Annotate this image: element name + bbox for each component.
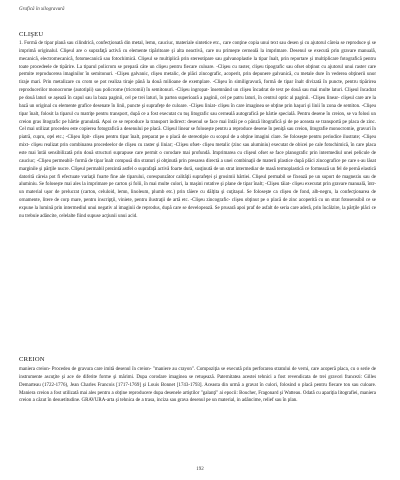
entry-heading-creion: CREION xyxy=(19,356,45,363)
entry-text-clisau: 1. Formă de tipar plană sau cilindrică, confecţionată din metal, lemn, cauciuc, materiale sintetice etc., care conţine copia unui text sau desen şi cu ajutorul căreia se reproduce şi se imprimă originalul. Clişeul are o suprafaţă activă cu elemente tipăritoare şi alta neactivă, care nu primeşte cerneală la imprimare. Desenul se execută prin gravare manuală, mecanică, electromecanică, fotomecanică sau fotochimică. Clişeul se multiplică prin stereotipare sau galvanoplastie la tipar înalt, prin reportare şi multiplicare fotografică pentru toate procedeele de tipărire. La tiparul policrom se prepară câte un clişeu pentru fiecare culoare. -Clişeu cu raster, clişeu tipografic sau ofset obţinut cu ajutorul unui raster care permite reproducerea imaginilor în semitonuri. -Clişeu galvanic, clişeu metalic, de plăci zincografic, acoperit, prin depunere galvanică, cu metale dure în vederea obţinerii unor tiraje mari. Prin metalizare cu crom se pot realiza tiraje până la două milioane de exemplare. -Clişeu în similigravură, formă de tipar înalt divizată în puncte, pentru tipărirea reproducerilor monocrome (autotipii) sau policrome (tricromii) în semitonuri. -Clişeu ingropat- însemnând un clişeu încadrat de text pe două sau mai multe laturi. Clişeul încadrat pe două laturi se aşează în capul sau la baza paginii, cel pe trei laturi, în partea superioară a paginii, cel pe patru laturi, în centrul optic al paginii. -Clişeu linear- clişeul care are la bază un original cu elemente grafice desenate în linii, puncte şi suprafeţe de culoare. -Clişeu liniat- clişeu în care imaginea se obţine prin haşuri şi linii în zona de semiton. -Clişeu tipar înalt, folosit la tiparul cu matriţe pentru transport, după ce a fost executat cu tuş litografic sau cerneală autografică pe hârtie specială. Pentru desene în creion, se va folosi un creion gras litografic pe hârtie granulată. Apoi ce se reproduce la transport indirect: desenul se face mai întâi pe o pânză litografică şi de pe aceasta se transportă pe placa de zinc. Cel mai utilizat procedeu este copierea fotografică a desenului pe placă. Clişeul linear se foloseşte pentru a reproduce desene în peniţă sau creion, litografie monocromie, gravuri în piatră, cupru, oţel etc.; -Clişeu lipit- clişeu pentru tipar înalt, preparat pe o placă de stereotipie cu scopul de a obţine imagini clare. Se foloseşte pentru periodice ilustrate; -Clişeu mixt- clişeu realizat prin combinarea procedeelor de clişeu cu raster şi liniar; -Clişeu ofset- clişeu metalic (zinc sau aluminiu) executat de obicei pe cale fotochimică, în care placa este mai întâi sensibilizată prin două structuri suprapuse care permit o corodare mai profundă. Imprimarea cu clişeul ofset se face planografic prin intermediul unei pelicule de cauciuc; -Clişeu permeabil- formă de tipar înalt compusă din straturi şi obţinută prin presarea directă a unei combinaţii de materii plastice după plăci zincografice pe care s-au lăsat marginile şi părţile nucre. Clişeul permabil prezintă astfel o suprafaţă activă foarte dură, susţinută de un strat intermediar de masă termoplastică ce formează un fel de pernă elastică datorită căreia pot fi efectuate variaţii foarte fine ale tiparului, corespunzător calităţii suprafeţei şi grosimii hârtiei. Clişeul permabil se fixează pe un suport de magneziu sau de aluminiu. Se foloseşte mai ales la imprimare pe carton şi folii, în mai multe culori, la maşini rotative şi plane de tipar înalt; -Clişeu tăiat- clişeu executat prin gravare manuală, într-un material uşor de prelucrat (carton, celuloid, lemn, linoleum, plumb etc.) prin tăiere cu dălţita şi cuţitaşul. Se foloseşte ca clişeu de fond, alb-negru, la confecţionarea de ornamente, litere de corp mare, pentru inscripţii, viniete, pentru ilustraţii de artă etc. -Clişeu zincografic- clişeu obţinut pe o placă de zinc acoperită cu un strat fotosensibil ce se expune la lumină prin intermediul unui negativ al imaginii de reprodus, după care se developează. Se prusară apoi praf de asfalt de seria care aderă, prin încălzire, la părţile plăci ce nu trebuie adâncite, celelalte fiind supuse acţiunii unui acid. xyxy=(19,41,376,219)
running-header: Grafică în xilogravură xyxy=(19,7,65,12)
entry-heading-clisau: CLIŞEU xyxy=(19,31,44,38)
entry-text-creion: maniera creion- Procedeu de gravura care imită desenul în creion- "maniere au crayon". Compoziţia se execută prin perforarea stratului de verni, care acoperă placa, cu o serie de instrumente ascuţite şi ace de diferite forme şi mărimi. Dupa corodare imaginea se retuşează. Paternitatea acestei tehnici a fost revendicata de trei gravori francezi: Gilles Demarteau (1722-1776), Jean Charles Francois [1717-1769] şi Louis Bonnet [1743-1793]. Aceasta din urmă a gravat în culori, folosind o placă pentru fiecare ton sau culoare. Maniera creion a fost utilizată mai ales pentru a obţine reproducere dupa desenele artiştilor "galanţi" ai epocii: Boucher, Fragonard şi Watteau. Odată cu apariţia litografiei, maniera creion a căzut în desuetitudine. GRAVURA-arta şi tehnica de a trasa, inciza sau grava desenul pe un material, in adâncime, relief sau în plan. xyxy=(19,367,376,404)
page-number: 192 xyxy=(196,467,204,472)
